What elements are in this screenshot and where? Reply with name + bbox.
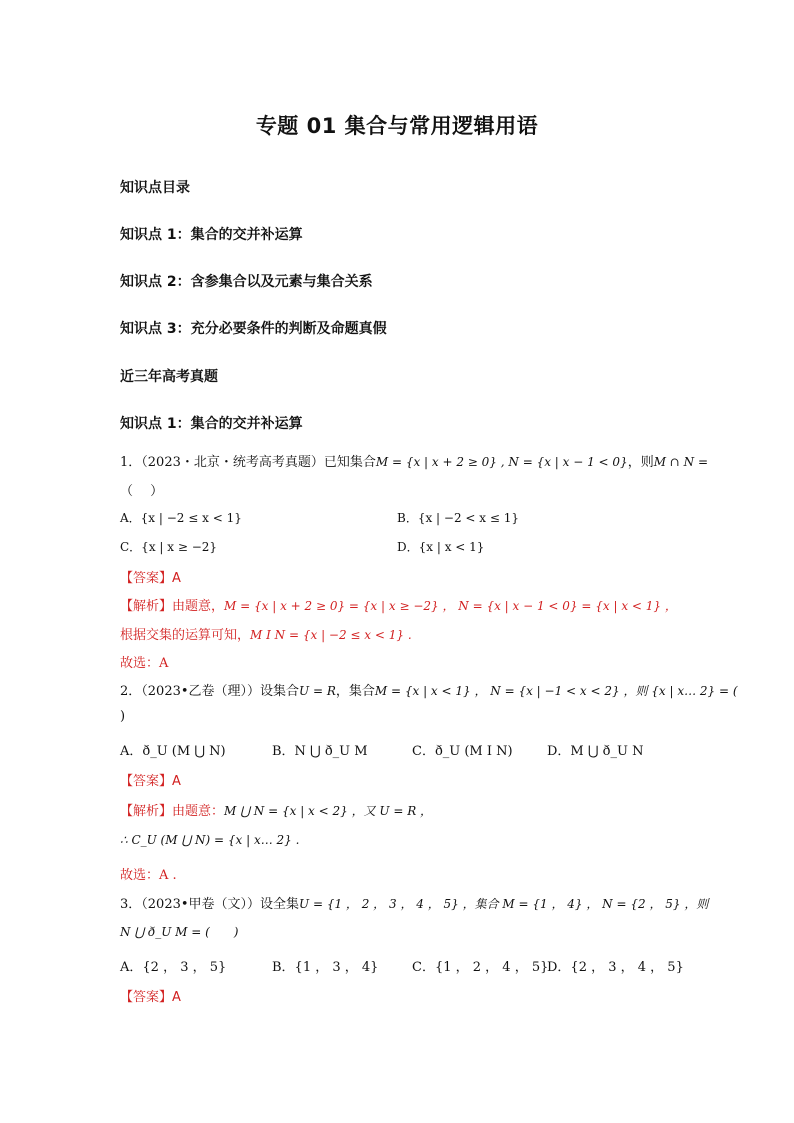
question-1-analysis-line-2: 根据交集的运算可知，M I N = {x | −2 ≤ x < 1} . bbox=[120, 628, 412, 643]
question-2-analysis: 【解析】由题意：M ⋃ N = {x | x < 2} ，又 U = R ， bbox=[120, 804, 433, 819]
page-title: 专题 01 集合与常用逻辑用语 bbox=[255, 114, 539, 138]
question-1-option-c: C．{x | x ≥ −2} bbox=[120, 540, 218, 554]
question-1-answer: 【答案】A bbox=[120, 571, 181, 586]
section-heading-topic-1: 知识点 1：集合的交并补运算 bbox=[120, 416, 303, 432]
question-3-option-d: D．{2 ， 3 ， 4 ， 5} bbox=[547, 960, 684, 975]
section-heading-recent-exams: 近三年高考真题 bbox=[120, 369, 218, 385]
question-2-option-b: B．N ⋃ ð_U M bbox=[272, 744, 368, 759]
question-2-option-a: A．ð_U (M ⋃ N) bbox=[120, 744, 226, 759]
question-2-stem: 2．（2023•乙卷（理））设集合U = R，集合M = {x | x < 1} ， N = {x | −1 < x < 2} ，则 {x | x… 2} = ( bbox=[120, 684, 738, 699]
question-1-option-b: B．{x | −2 < x ≤ 1} bbox=[397, 511, 519, 525]
toc-item-1: 知识点 1：集合的交并补运算 bbox=[120, 227, 303, 243]
question-3-stem: 3．（2023•甲卷（文））设全集U = {1 ， 2 ， 3 ， 4 ， 5} ，集合 M = {1 ， 4} ， N = {2 ， 5} ，则 bbox=[120, 897, 709, 912]
question-1-option-d: D．{x | x < 1} bbox=[397, 540, 485, 554]
question-2-choice: 故选：A . bbox=[120, 868, 177, 883]
toc-item-2: 知识点 2：含参集合以及元素与集合关系 bbox=[120, 274, 373, 290]
question-2-close-paren: ) bbox=[120, 709, 126, 724]
question-3-line-2: N ⋃ ð_U M = ( ) bbox=[120, 925, 239, 939]
question-2-option-c: C．ð_U (M I N) bbox=[412, 744, 513, 759]
toc-heading: 知识点目录 bbox=[120, 180, 190, 196]
question-3-option-a: A．{2 ， 3 ， 5} bbox=[120, 960, 227, 975]
question-3-option-b: B．{1 ， 3 ， 4} bbox=[272, 960, 379, 975]
question-1-choice: 故选：A bbox=[120, 656, 169, 671]
question-2-analysis-line-2: ∴ C_U (M ⋃ N) = {x | x… 2} . bbox=[120, 833, 300, 847]
question-2-answer: 【答案】A bbox=[120, 774, 181, 789]
question-1-paren: （ ） bbox=[120, 484, 164, 499]
question-1-option-a: A．{x | −2 ≤ x < 1} bbox=[120, 511, 242, 525]
question-3-option-c: C．{1 ， 2 ， 4 ， 5} bbox=[412, 960, 549, 975]
question-1-stem: 1．（2023・北京・统考高考真题）已知集合M = {x | x + 2 ≥ 0} , N = {x | x − 1 < 0}，则M ∩ N = bbox=[120, 455, 709, 470]
question-2-option-d: D．M ⋃ ð_U N bbox=[547, 744, 644, 759]
toc-item-3: 知识点 3：充分必要条件的判断及命题真假 bbox=[120, 321, 387, 337]
question-3-answer: 【答案】A bbox=[120, 990, 181, 1005]
question-1-analysis: 【解析】由题意，M = {x | x + 2 ≥ 0} = {x | x ≥ −2} ， N = {x | x − 1 < 0} = {x | x < 1} ， bbox=[120, 599, 677, 614]
